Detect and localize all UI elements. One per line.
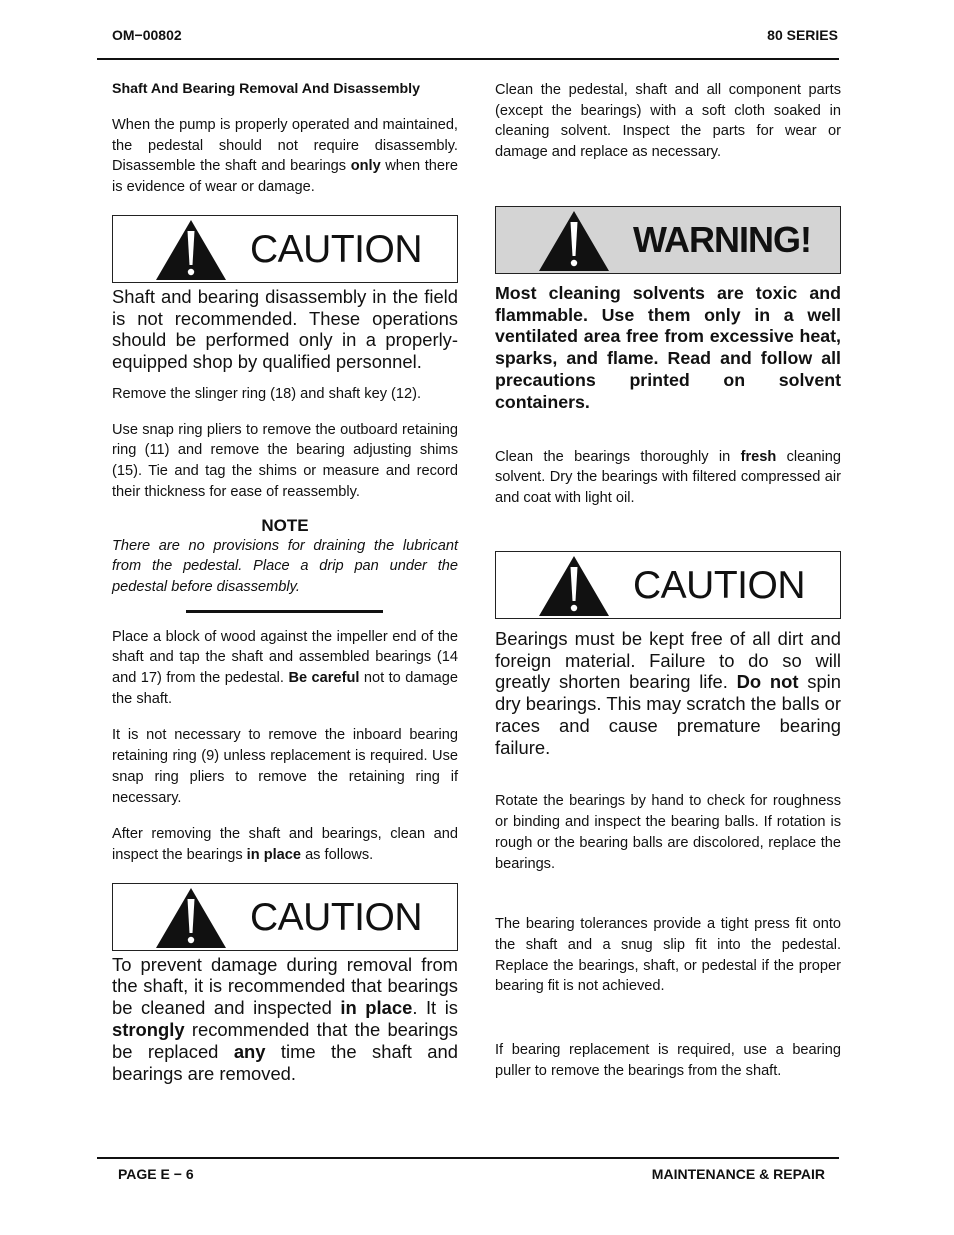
caution-label: CAUTION (250, 895, 422, 939)
paragraph-rotate-bearings: Rotate the bearings by hand to check for roughness or binding and inspect the bearing balls. If rotation is rough or the bearing balls are discolored, replace the bearings. (495, 793, 841, 872)
paragraph-clean-pedestal: Clean the pedestal, shaft and all component parts (except the bearings) with a soft cloth soaked in cleaning solvent. Inspect the parts for wear or damage and replace as necessary. (495, 82, 841, 161)
paragraph-tap-shaft: Place a block of wood against the impeller end of the shaft and tap the shaft and assembled bearings (14 and 17) from the pedestal. Be careful not to damage the shaft. (112, 628, 458, 707)
paragraph-inspect: After removing the shaft and bearings, clean and inspect the bearings in place as follows. (112, 826, 458, 863)
series-label: 80 SERIES (767, 27, 838, 43)
caution-box-3 (495, 551, 841, 619)
paragraph-retaining-ring: Use snap ring pliers to remove the outboard retaining ring (11) and remove the bearing adjusting shims (15). Tie and tag the shims or measure and record their thickness for ease of reassembly. (112, 421, 458, 500)
caution-label: CAUTION (250, 227, 422, 271)
paragraph-tolerances: The bearing tolerances provide a tight press fit onto the shaft and a snug slip fit into the pedestal. Replace the bearings, shaft, or pedestal if the proper bearing fit is not achieved. (495, 916, 841, 995)
right-column (495, 80, 841, 1082)
exclamation-triangle-icon (155, 219, 227, 281)
exclamation-triangle-icon (538, 555, 610, 617)
header-rule (97, 58, 839, 60)
caution-text-1: Shaft and bearing disassembly in the field is not recommended. These operations should be performed only in a properly-equipped shop by qualified personnel. (112, 285, 458, 373)
warning-box (495, 206, 841, 274)
section-title: Shaft And Bearing Removal And Disassembly (112, 81, 420, 97)
note-title: NOTE (261, 515, 309, 535)
exclamation-triangle-icon (155, 887, 227, 949)
footer-rule (97, 1157, 839, 1159)
exclamation-triangle-icon (538, 210, 610, 272)
caution-box-2 (112, 883, 458, 951)
page-number: PAGE E − 6 (118, 1166, 194, 1182)
left-column (112, 80, 458, 1084)
warning-label: WARNING! (633, 218, 811, 260)
note-text: There are no provisions for draining the lubricant from the pedestal. Place a drip pan under the pedestal before disassembly. (112, 537, 458, 595)
note-rule (186, 610, 383, 613)
caution-box-1 (112, 215, 458, 283)
paragraph-bearing-puller: If bearing replacement is required, use a bearing puller to remove the bearings from the shaft. (495, 1042, 841, 1079)
intro-paragraph: When the pump is properly operated and maintained, the pedestal should not require disassembly. Disassemble the shaft and bearings only when there is evidence of wear or damage. (112, 117, 458, 196)
section-name: MAINTENANCE & REPAIR (651, 1166, 825, 1182)
caution-text-2: To prevent damage during removal from the shaft, it is recommended that bearings be cleaned and inspected in place. It is strongly recommended that the bearings be replaced any time the shaft and bearings are removed. (112, 953, 458, 1084)
caution-label: CAUTION (633, 563, 805, 607)
paragraph-clean-bearings: Clean the bearings thoroughly in fresh cleaning solvent. Dry the bearings with filtered compressed air and coat with light oil. (495, 448, 841, 506)
doc-number: OM−00802 (112, 27, 182, 43)
warning-text: Most cleaning solvents are toxic and flammable. Use them only in a well ventilated area free from excessive heat, sparks, and flame. Read and follow all precautions printed on solvent containers. (495, 282, 841, 412)
caution-text-3: Bearings must be kept free of all dirt and foreign material. Failure to do so will greatly shorten bearing life. Do not spin dry bearings. This may scratch the balls or races and cause premature bearing failure. (495, 627, 841, 758)
paragraph-slinger: Remove the slinger ring (18) and shaft key (12). (112, 386, 422, 402)
paragraph-inboard-ring: It is not necessary to remove the inboard bearing retaining ring (9) unless replacement is required. Use snap ring pliers to remove the retaining ring if necessary. (112, 727, 458, 806)
